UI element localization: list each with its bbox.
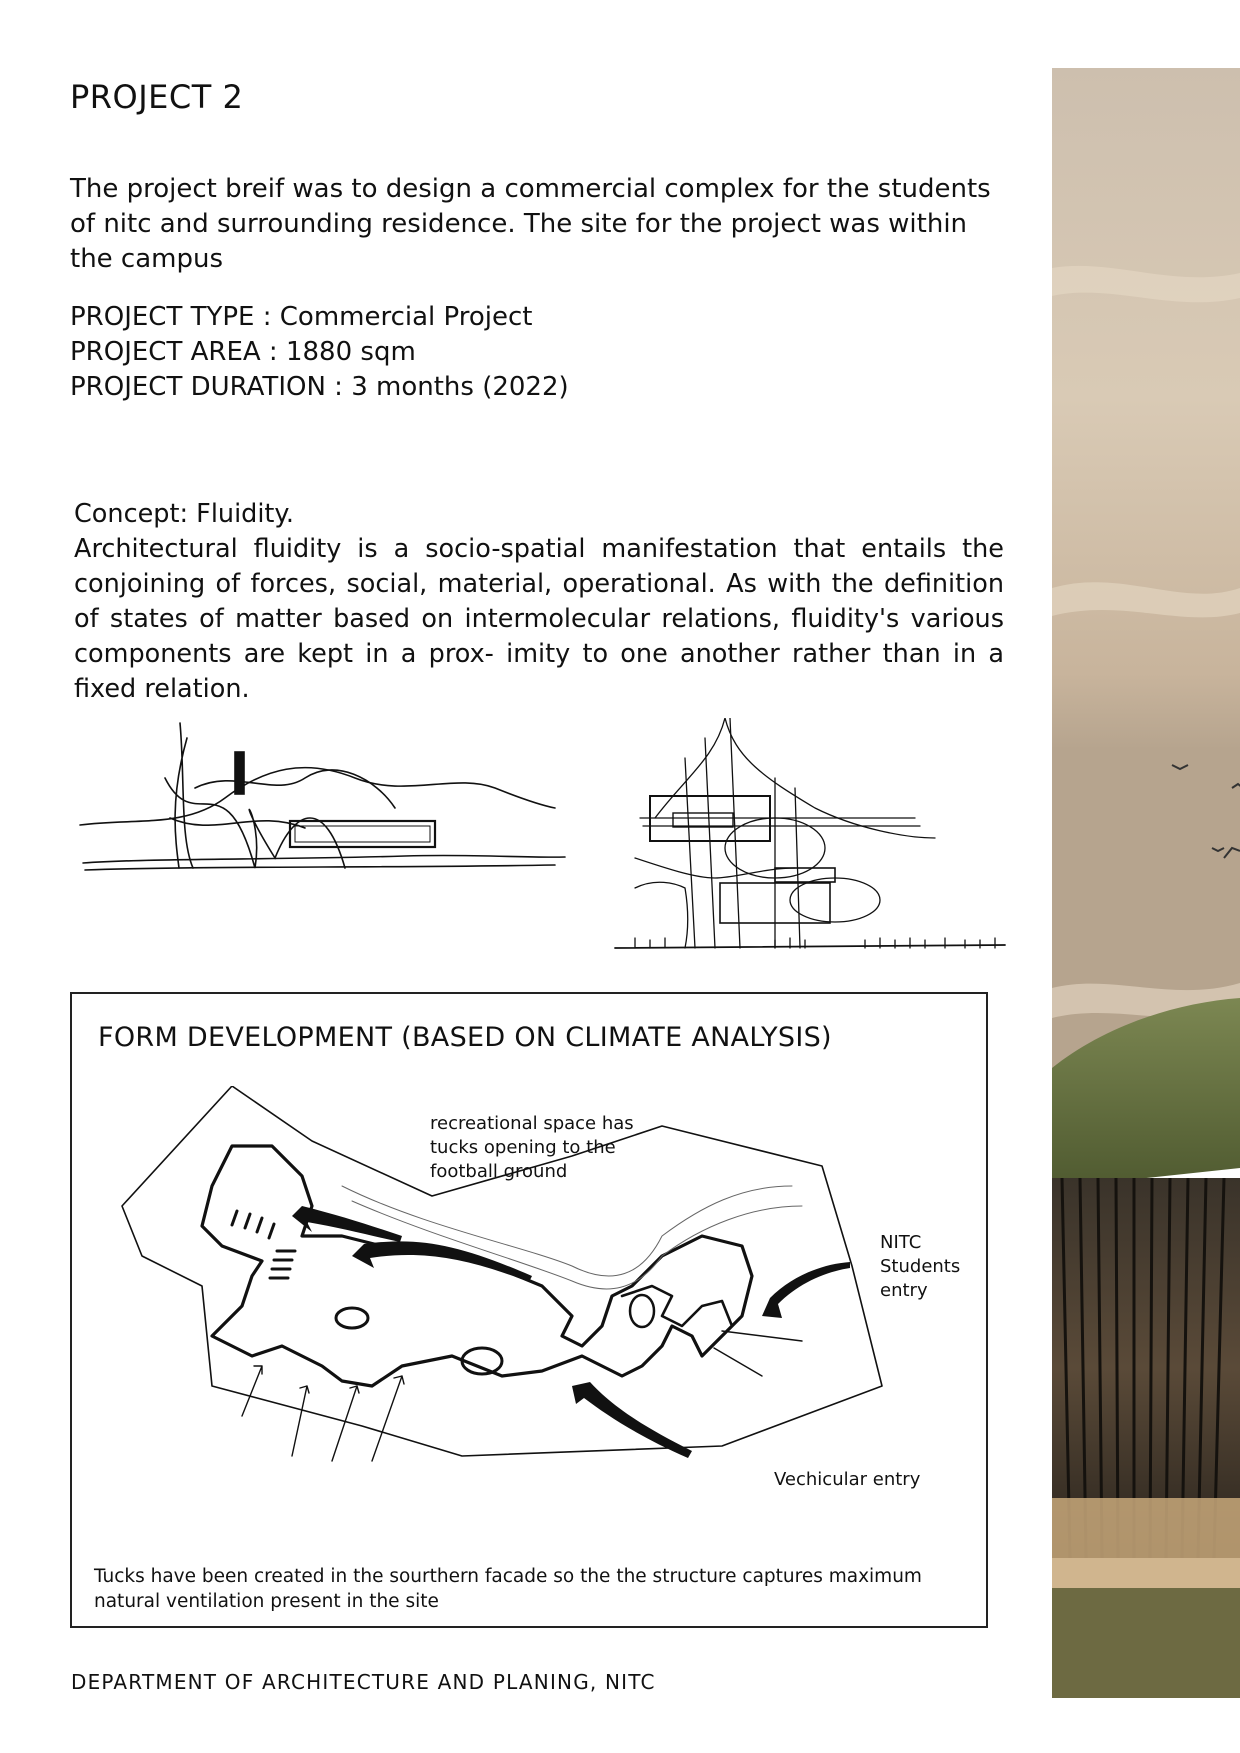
concept-section <box>74 497 1004 707</box>
note-recreational: recreational space has tucks opening to the football ground <box>430 1113 634 1182</box>
lawn <box>1052 1588 1240 1698</box>
project-meta <box>70 300 569 405</box>
fluid-form-sketch <box>80 723 565 870</box>
project-duration: PROJECT DURATION : 3 months (2022) <box>70 372 569 402</box>
footer-department: DEPARTMENT OF ARCHITECTURE AND PLANING, NITC <box>71 1670 656 1694</box>
building-render-image <box>1052 68 1240 1698</box>
concept-sketches <box>75 718 1010 958</box>
note-vehicular-entry: Vechicular entry <box>774 1469 921 1490</box>
note-students-entry: NITC Students entry <box>880 1232 961 1301</box>
project-type: PROJECT TYPE : Commercial Project <box>70 302 533 332</box>
concept-heading: Concept: Fluidity. <box>74 499 294 529</box>
form-development-panel <box>70 992 988 1628</box>
flow-arrows <box>292 1206 850 1458</box>
project-area: PROJECT AREA : 1880 sqm <box>70 337 416 367</box>
building-elevation-sketch <box>615 718 1005 948</box>
tuck-openings <box>232 1211 295 1278</box>
wind-arrows <box>242 1331 802 1461</box>
concept-text: Architectural fluidity is a socio-spatial manifestation that entails the conjoining of forces, social, material, operational. As with the definition of states of matter based on intermolecular relations, fluidity's various components are kept in a prox- imity to one another rather than in a fixed relation. <box>74 534 1004 704</box>
courtyard-3 <box>630 1295 654 1327</box>
courtyard-1 <box>336 1308 368 1328</box>
page-title: PROJECT 2 <box>70 78 244 116</box>
glazed-ground-floor <box>1052 1498 1240 1588</box>
form-development-title: FORM DEVELOPMENT (BASED ON CLIMATE ANALYSIS) <box>98 1022 832 1053</box>
form-development-caption: Tucks have been created in the sourthern facade so the the structure captures maximum natural ventilation present in the site <box>94 1566 922 1612</box>
access-path <box>342 1186 802 1289</box>
project-brief: The project breif was to design a commercial complex for the students of nitc and surrounding residence. The site for the project was within the campus <box>70 174 991 274</box>
